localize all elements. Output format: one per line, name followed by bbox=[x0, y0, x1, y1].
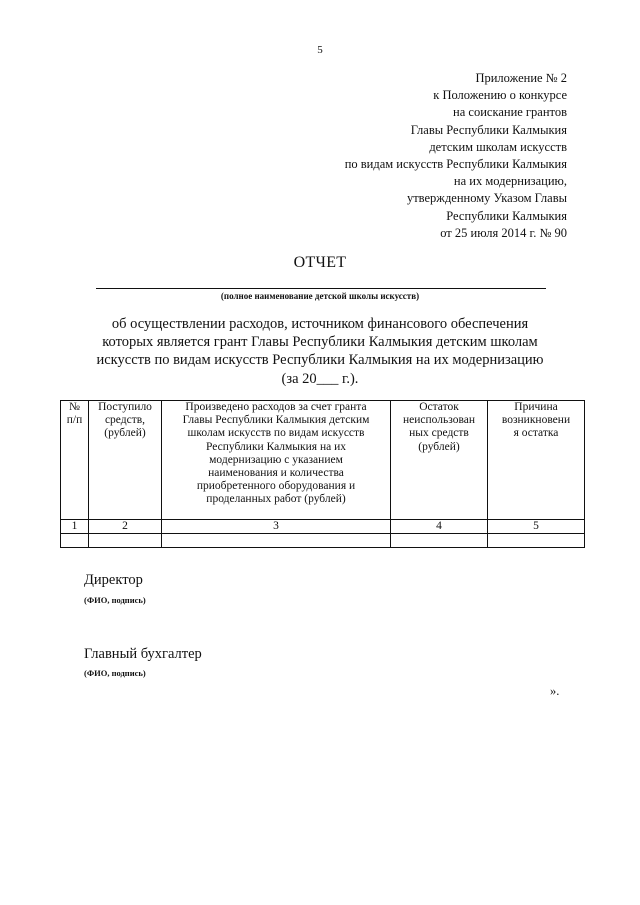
header-cell-received: Поступило средств, (рублей) bbox=[89, 401, 162, 520]
appendix-line: Главы Республики Калмыкия bbox=[410, 122, 567, 137]
appendix-line: на соискание грантов bbox=[453, 105, 567, 120]
column-number-cell: 3 bbox=[162, 520, 391, 534]
subtitle-line: об осуществлении расходов, источником финансового обеспечения bbox=[111, 316, 529, 332]
director-signature-caption: (ФИО, подпись) bbox=[84, 595, 146, 605]
empty-cell bbox=[61, 534, 89, 548]
report-table bbox=[60, 400, 585, 548]
page-number: 5 bbox=[317, 44, 323, 56]
appendix-line: к Положению о конкурсе bbox=[433, 88, 567, 103]
report-subtitle bbox=[80, 315, 560, 388]
closing-quote: ». bbox=[550, 684, 560, 698]
column-number-row bbox=[61, 520, 585, 534]
chief-accountant-label: Главный бухгалтер bbox=[84, 646, 202, 662]
column-number-cell: 1 bbox=[61, 520, 89, 534]
subtitle-line: искусств по видам искусств Республики Калмыкия на их модернизацию bbox=[96, 352, 544, 369]
appendix-line: на их модернизацию, bbox=[453, 174, 567, 189]
column-number-cell: 2 bbox=[89, 520, 162, 534]
report-title: ОТЧЕТ bbox=[293, 254, 347, 271]
appendix-line: утвержденному Указом Главы bbox=[406, 191, 567, 206]
appendix-line: от 25 июля 2014 г. № 90 bbox=[440, 225, 567, 240]
appendix-line: Республики Калмыкия bbox=[446, 208, 567, 223]
empty-cell bbox=[488, 534, 585, 548]
header-cell-reason: Причина возникновени я остатка bbox=[488, 401, 585, 520]
appendix-block bbox=[345, 70, 567, 242]
empty-data-row bbox=[61, 534, 585, 548]
empty-cell bbox=[162, 534, 391, 548]
accountant-signature-caption: (ФИО, подпись) bbox=[84, 668, 146, 678]
subtitle-line: (за 20___ г.). bbox=[281, 370, 359, 387]
appendix-line: Приложение № 2 bbox=[475, 71, 567, 85]
column-number-cell: 4 bbox=[391, 520, 488, 534]
director-label: Директор bbox=[84, 572, 143, 588]
school-name-fill-line bbox=[96, 288, 546, 289]
column-number-cell: 5 bbox=[488, 520, 585, 534]
empty-cell bbox=[89, 534, 162, 548]
header-cell-remainder: Остаток неиспользован ных средств (рублей) bbox=[391, 401, 488, 520]
subtitle-line: которых является грант Главы Республики Калмыкия детским школам bbox=[102, 334, 538, 351]
appendix-line: детским школам искусств bbox=[429, 139, 567, 154]
table-header-row bbox=[61, 401, 585, 520]
header-cell-number: № п/п bbox=[61, 401, 89, 520]
empty-cell bbox=[391, 534, 488, 548]
header-cell-expenses: Произведено расходов за счет гранта Главы Республики Калмыкия детским школам искусств по видам искусств Республики Калмыкия на их модернизацию с указанием наименования и количества приобретенного оборудования и проделанных работ (рублей) bbox=[162, 401, 391, 520]
appendix-line: по видам искусств Республики Калмыкия bbox=[344, 157, 567, 172]
school-name-caption: (полное наименование детской школы искусств) bbox=[220, 291, 420, 301]
